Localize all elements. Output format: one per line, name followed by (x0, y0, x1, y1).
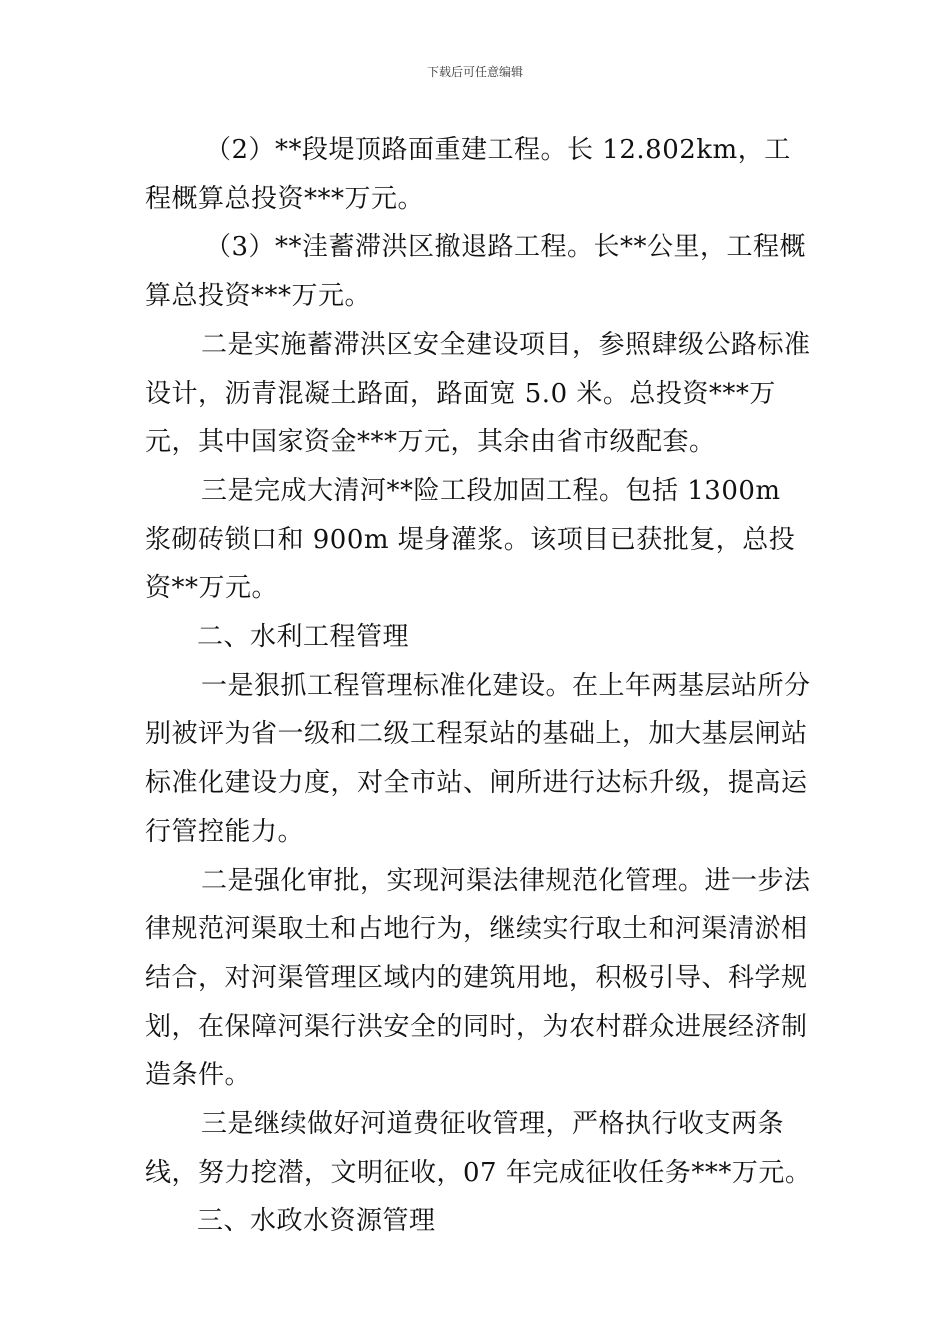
paragraph-daqing-river: 三是完成大清河**险工段加固工程。包括 1300m 浆砌砖锁口和 900m 堤身灌浆。该项目已获批复，总投资**万元。 (145, 475, 796, 604)
paragraph-item-3: （3）**洼蓄滞洪区撤退路工程。长**公里，工程概算总投资***万元。 (145, 232, 807, 312)
paragraph-flood-storage-safety: 二是实施蓄滞洪区安全建设项目，参照肆级公路标准设计，沥青混凝土路面，路面宽 5.0 米。总投资***万元，其中国家资金***万元，其余由省市级配套。 (145, 329, 811, 458)
document-body (145, 126, 815, 1246)
section-heading-water-resources: 三、水政水资源管理 (197, 1206, 436, 1237)
page-header: 下载后可任意编辑 (426, 65, 523, 79)
paragraph-fee-collection: 三是继续做好河道费征收管理，严格执行收支两条线，努力挖潜，文明征收，07 年完成征收任务***万元。 (145, 1109, 812, 1188)
section-heading-engineering-management: 二、水利工程管理 (197, 622, 410, 653)
paragraph-approval: 二是强化审批，实现河渠法律规范化管理。进一步法律规范河渠取土和占地行为，继续实行取土和河渠清淤相结合，对河渠管理区域内的建筑用地，积极引导、科学规划，在保障河渠行洪安全的同时，为农村群众进展经济制造条件。 (145, 865, 811, 1091)
paragraph-standardization: 一是狠抓工程管理标准化建设。在上年两基层站所分别被评为省一级和二级工程泵站的基础上，加大基层闸站标准化建设力度，对全市站、闸所进行达标升级，提高运行管控能力。 (145, 670, 811, 847)
paragraph-item-2: （2）**段堤顶路面重建工程。长 12.802km，工程概算总投资***万元。 (145, 135, 791, 214)
